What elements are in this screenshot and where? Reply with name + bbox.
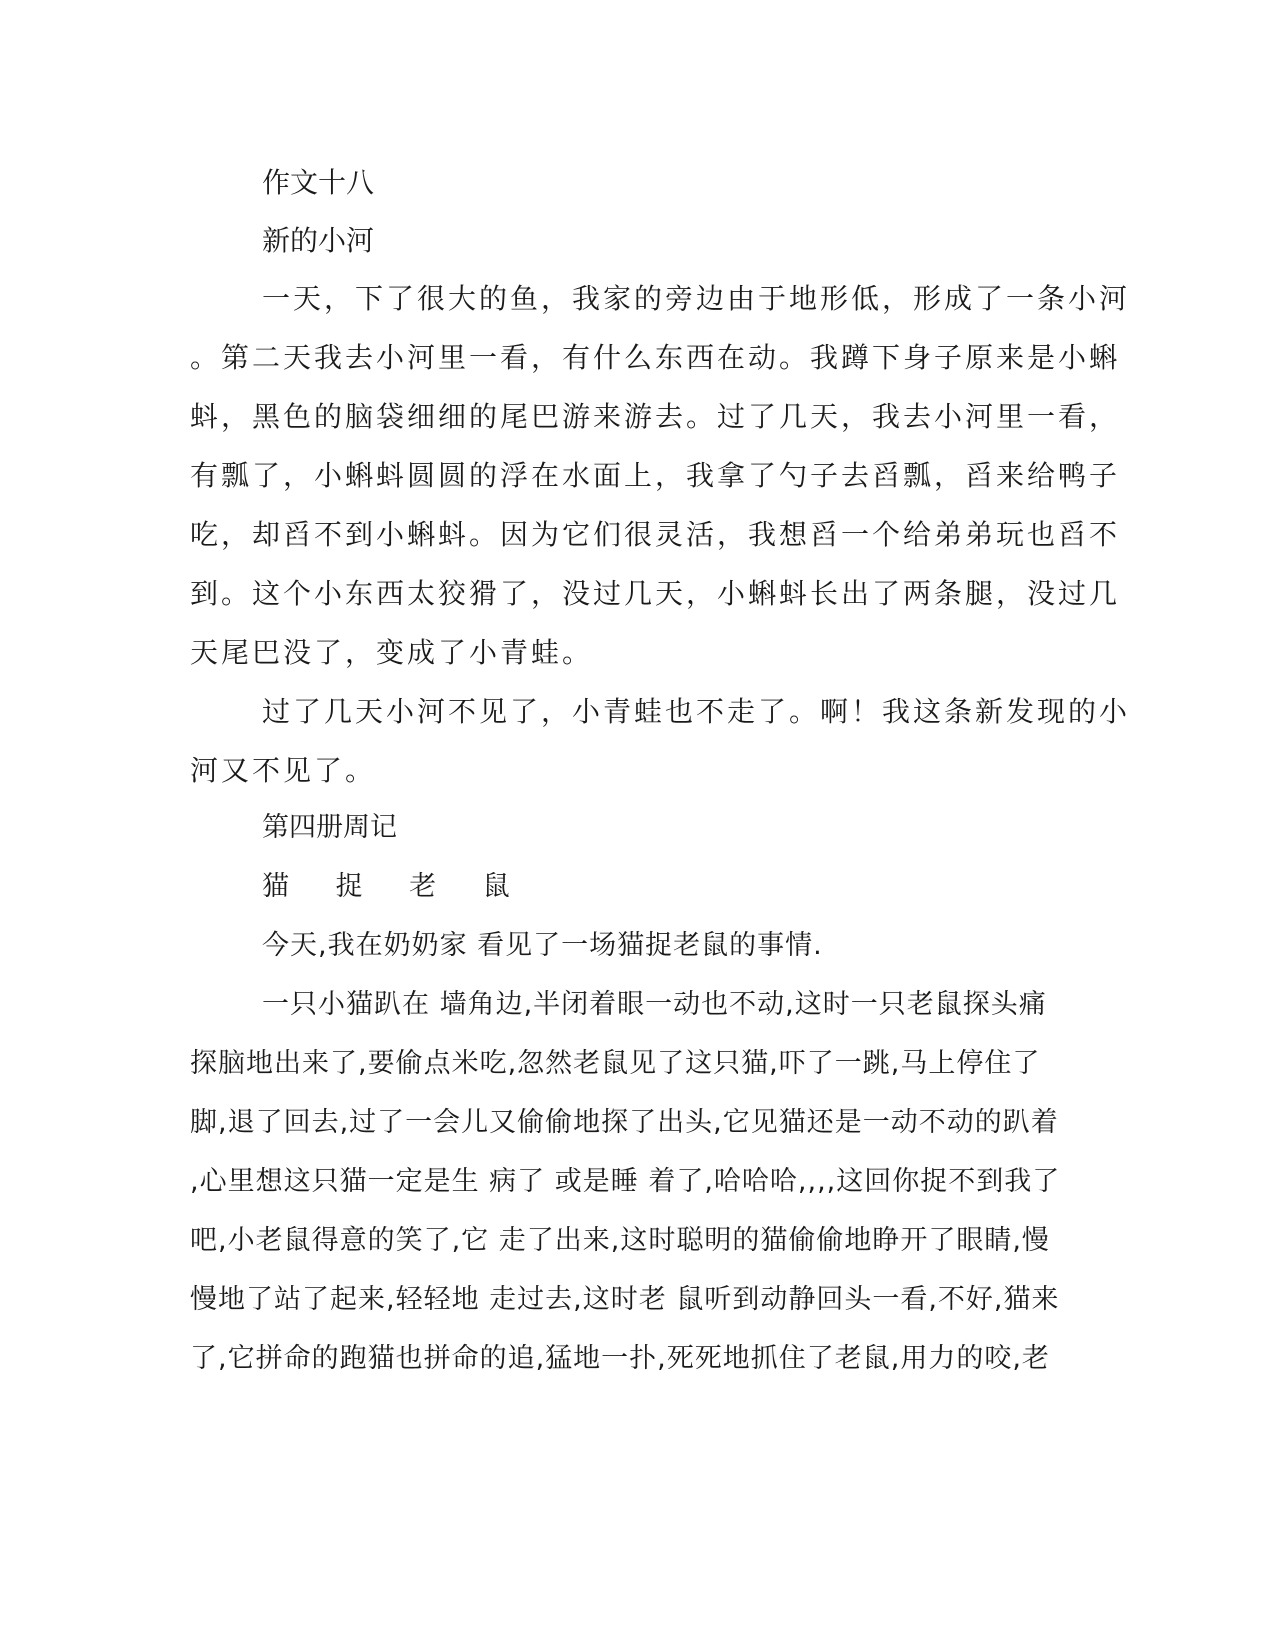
- essay-line: 河又不见了。: [190, 754, 377, 787]
- journal-line: ,心里想这只猫一定是生 病了 或是睡 着了,哈哈哈,,,,这回你捉不到我了: [190, 1166, 1061, 1197]
- journal-line: 了,它拼命的跑猫也拼命的追,猛地一扑,死死地抓住了老鼠,用力的咬,老: [190, 1343, 1050, 1374]
- essay-line: 一天，下了很大的鱼，我家的旁边由于地形低，形成了一条小河: [262, 282, 1131, 315]
- essay-line: 到。这个小东西太狡猾了，没过几天，小蝌蚪长出了两条腿，没过几: [190, 577, 1121, 610]
- essay-line: 吃，却舀不到小蝌蚪。因为它们很灵活，我想舀一个给弟弟玩也舀不: [190, 518, 1121, 551]
- essay-line: 有瓢了，小蝌蚪圆圆的浮在水面上，我拿了勺子去舀瓢，舀来给鸭子: [190, 459, 1121, 492]
- journal-line: 探脑地出来了,要偷点米吃,忽然老鼠见了这只猫,吓了一跳,马上停住了: [190, 1048, 1041, 1079]
- essay-line: 蚪，黑色的脑袋细细的尾巴游来游去。过了几天，我去小河里一看，: [190, 400, 1121, 433]
- journal-heading: 第四册周记: [262, 812, 397, 843]
- journal-line: 一只小猫趴在 墙角边,半闭着眼一动也不动,这时一只老鼠探头痛: [262, 989, 1047, 1020]
- journal-line: 脚,退了回去,过了一会儿又偷偷地探了出头,它见猫还是一动不动的趴着: [190, 1107, 1059, 1138]
- journal-line: 慢地了站了起来,轻轻地 走过去,这时老 鼠听到动静回头一看,不好,猫来: [190, 1284, 1060, 1315]
- essay-title: 新的小河: [262, 224, 375, 257]
- journal-title: 猫 捉 老 鼠: [262, 871, 524, 902]
- journal-intro: 今天,我在奶奶家 看见了一场猫捉老鼠的事情.: [262, 930, 823, 961]
- essay-heading: 作文十八: [262, 166, 375, 199]
- essay-line: 天尾巴没了，变成了小青蛙。: [190, 636, 594, 669]
- essay-line: 过了几天小河不见了，小青蛙也不走了。啊！我这条新发现的小: [262, 695, 1131, 728]
- essay-line: 。第二天我去小河里一看，有什么东西在动。我蹲下身子原来是小蝌: [190, 341, 1121, 374]
- journal-line: 吧,小老鼠得意的笑了,它 走了出来,这时聪明的猫偷偷地睁开了眼睛,慢: [190, 1225, 1050, 1256]
